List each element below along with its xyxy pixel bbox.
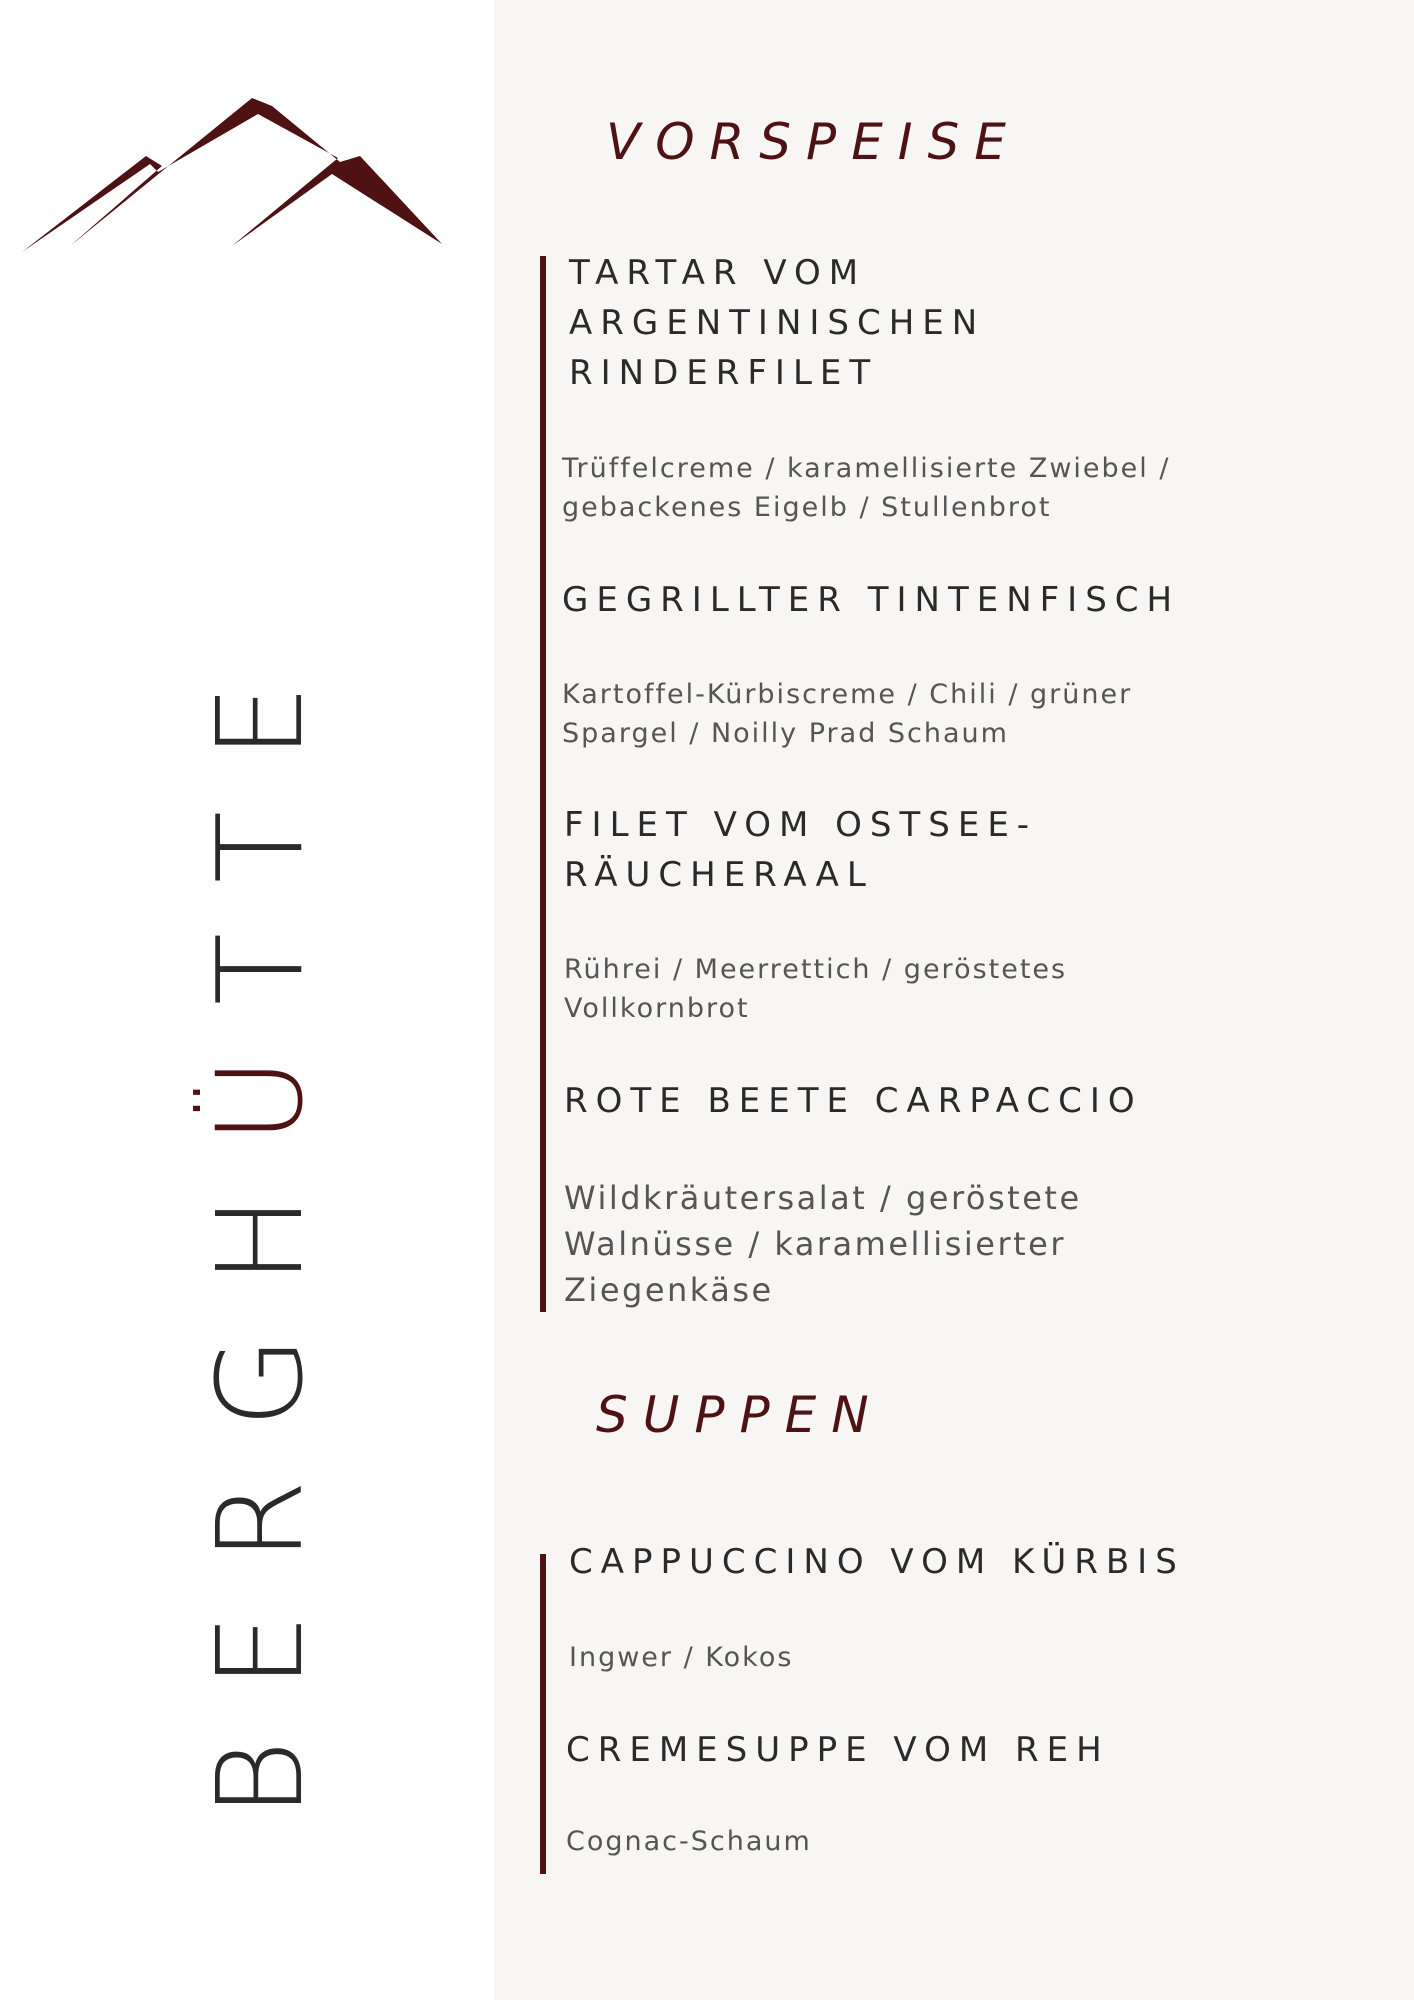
section-title-vorspeise: VORSPEISE: [606, 113, 1021, 171]
dish-desc-tartar: [562, 449, 1170, 527]
dish-desc-tintenfisch: [562, 675, 1132, 753]
dish-desc-line: Kartoffel-Kürbiscreme / Chili / grüner: [562, 679, 1133, 710]
dish-desc-line: Ingwer / Kokos: [569, 1642, 794, 1673]
section-divider-suppen: [540, 1554, 546, 1874]
dish-name-raeucheraal: [564, 800, 1037, 900]
dish-name-line: ROTE BEETE CARPACCIO: [564, 1081, 1143, 1121]
section-title-suppen: SUPPEN: [596, 1386, 884, 1444]
brand-panel: [0, 0, 494, 2000]
dish-desc-carpaccio: [564, 1175, 1082, 1313]
dish-name-line: CAPPUCCINO VOM KÜRBIS: [569, 1542, 1185, 1582]
dish-desc-line: Cognac-Schaum: [566, 1826, 812, 1857]
dish-name-line: RÄUCHERAAL: [564, 855, 874, 895]
mountain-peaks-icon: [22, 94, 446, 254]
dish-desc-line: Walnüsse / karamellisierter: [564, 1225, 1066, 1263]
dish-name-reh: [566, 1725, 1110, 1775]
restaurant-name-accent: Ü: [191, 1005, 329, 1144]
dish-name-carpaccio: [564, 1076, 1143, 1126]
dish-name-line: FILET VOM OSTSEE-: [564, 805, 1038, 845]
dish-desc-reh: [566, 1822, 812, 1861]
dish-desc-line: Spargel / Noilly Prad Schaum: [562, 718, 1009, 749]
dish-name-line: ARGENTINISCHEN: [569, 303, 986, 343]
section-divider-vorspeise: [540, 256, 546, 1312]
dish-desc-line: gebackenes Eigelb / Stullenbrot: [562, 492, 1052, 523]
dish-name-line: RINDERFILET: [569, 353, 879, 393]
dish-desc-line: Rührei / Meerrettich / geröstetes: [564, 954, 1068, 985]
restaurant-name-lead: BERGH: [191, 1143, 329, 1818]
dish-desc-line: Vollkornbrot: [564, 993, 750, 1024]
dish-name-line: CREMESUPPE VOM REH: [566, 1730, 1110, 1770]
dish-desc-line: Wildkräutersalat / geröstete: [564, 1179, 1082, 1217]
dish-name-tartar: [569, 248, 985, 398]
dish-desc-line: Ziegenkäse: [564, 1271, 774, 1309]
restaurant-name: [191, 632, 329, 1818]
dish-name-tintenfisch: [562, 575, 1180, 625]
dish-desc-raeucheraal: [564, 950, 1067, 1028]
dish-name-line: GEGRILLTER TINTENFISCH: [562, 580, 1181, 620]
restaurant-name-tail: TTE: [191, 632, 329, 1006]
dish-desc-line: Trüffelcreme / karamellisierte Zwiebel /: [562, 453, 1171, 484]
dish-desc-kuerbis: [569, 1638, 793, 1677]
dish-name-kuerbis: [569, 1537, 1185, 1587]
dish-name-line: TARTAR VOM: [569, 253, 867, 293]
